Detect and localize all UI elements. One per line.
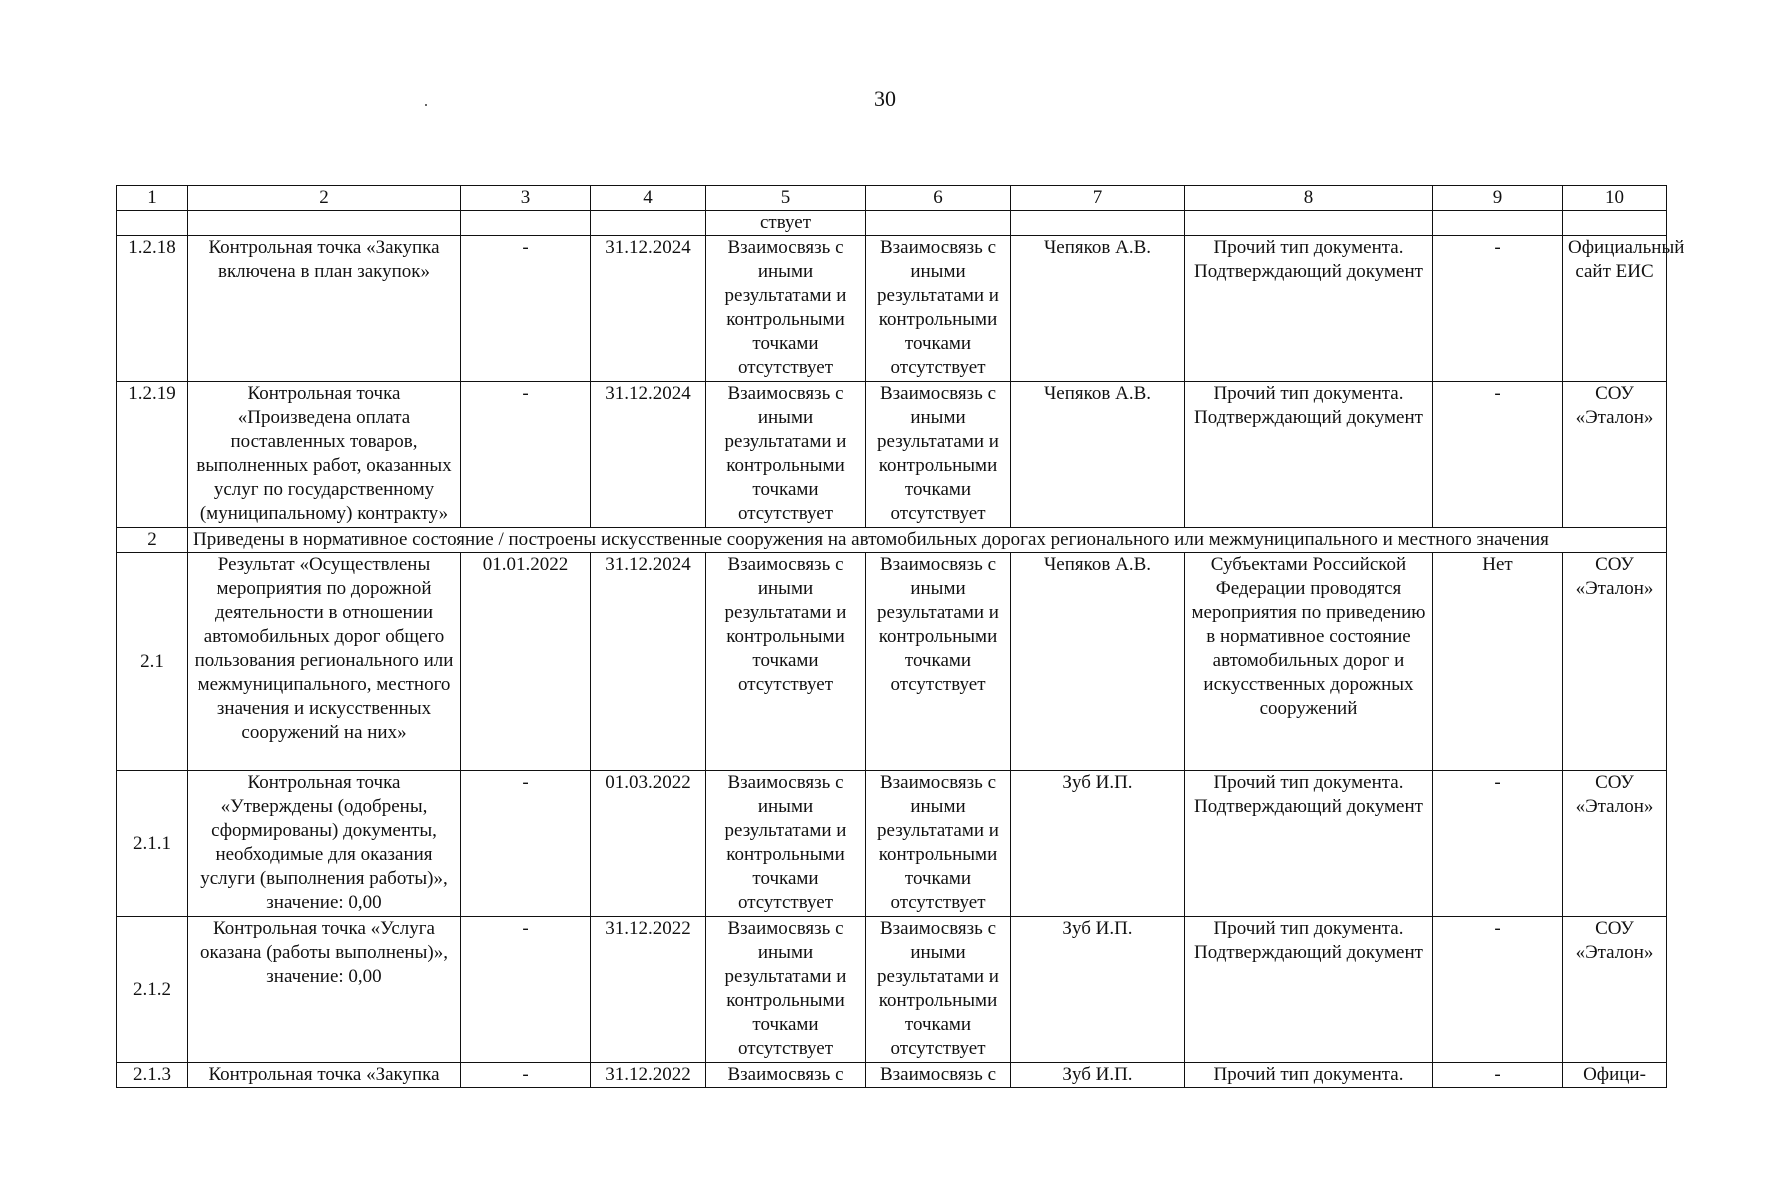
row-end: 31.12.2024 — [591, 553, 706, 771]
row-start: - — [461, 917, 591, 1063]
row-link-next: Взаимосвязь с иными результатами и контрольными точками отсутствует — [866, 382, 1011, 528]
row-id: 2.1.3 — [117, 1063, 188, 1088]
scan-speck — [425, 104, 427, 106]
row-id: 2.1 — [117, 553, 188, 771]
row-name: Контрольная точка «Закупка — [188, 1063, 461, 1088]
table-row — [117, 1063, 1667, 1088]
row-start: 01.01.2022 — [461, 553, 591, 771]
row-doc-type: Прочий тип документа. — [1185, 1063, 1433, 1088]
table-row — [117, 382, 1667, 528]
header-cell: 8 — [1185, 186, 1433, 211]
row-info-system: СОУ «Эталон» — [1563, 382, 1667, 528]
row-end: 31.12.2024 — [591, 382, 706, 528]
row-name: Контрольная точка «Произведена оплата поставленных товаров, выполненных работ, оказанных услуг по государственному (муниципальному) контракту» — [188, 382, 461, 528]
table-row — [117, 771, 1667, 917]
header-cell: 5 — [706, 186, 866, 211]
row-responsible: Чепяков А.В. — [1011, 382, 1185, 528]
section-title: Приведены в нормативное состояние / построены искусственные сооружения на автомобильных дорогах регионального или межмуниципального и местного значения — [188, 528, 1667, 553]
row-end: 31.12.2024 — [591, 236, 706, 382]
row-doc-type: Прочий тип документа. Подтверждающий документ — [1185, 771, 1433, 917]
row-name: Результат «Осуществлены мероприятия по дорожной деятельности в отношении автомобильных дорог общего пользования регионального или межмуниципального, местного значения и искусственных сооружений на них» — [188, 553, 461, 771]
row-info-system: СОУ «Эталон» — [1563, 553, 1667, 771]
row-responsible: Зуб И.П. — [1011, 917, 1185, 1063]
header-cell: 3 — [461, 186, 591, 211]
row-end: 31.12.2022 — [591, 1063, 706, 1088]
row-link-next: Взаимосвязь с иными результатами и контрольными точками отсутствует — [866, 553, 1011, 771]
row-info-system: Официальный сайт ЕИС — [1563, 236, 1667, 382]
header-cell: 2 — [188, 186, 461, 211]
row-doc-type: Прочий тип документа. Подтверждающий документ — [1185, 382, 1433, 528]
row-name: Контрольная точка «Закупка включена в план закупок» — [188, 236, 461, 382]
row-link-prev: Взаимосвязь с — [706, 1063, 866, 1088]
section-row — [117, 528, 1667, 553]
header-cell: 10 — [1563, 186, 1667, 211]
section-id: 2 — [117, 528, 188, 553]
row-responsible: Зуб И.П. — [1011, 1063, 1185, 1088]
page-number: 30 — [874, 86, 896, 111]
row-name: Контрольная точка «Утверждены (одобрены, сформированы) документы, необходимые для оказания услуги (выполнения работы)», значение: 0,00 — [188, 771, 461, 917]
continuation-text: ствует — [706, 211, 866, 236]
table-header-row — [117, 186, 1667, 211]
row-link-next: Взаимосвязь с иными результатами и контрольными точками отсутствует — [866, 917, 1011, 1063]
row-start: - — [461, 382, 591, 528]
row-info-system: СОУ «Эталон» — [1563, 771, 1667, 917]
row-doc-type: Субъектами Российской Федерации проводятся мероприятия по приведению в нормативное состояние автомобильных дорог и искусственных дорожных сооружений — [1185, 553, 1433, 771]
row-info-system: Офици- — [1563, 1063, 1667, 1088]
row-link-prev: Взаимосвязь с иными результатами и контрольными точками отсутствует — [706, 917, 866, 1063]
row-doc-type: Прочий тип документа. Подтверждающий документ — [1185, 917, 1433, 1063]
row-responsible: Чепяков А.В. — [1011, 553, 1185, 771]
row-level: - — [1433, 1063, 1563, 1088]
table-row — [117, 553, 1667, 771]
row-link-prev: Взаимосвязь с иными результатами и контрольными точками отсутствует — [706, 553, 866, 771]
row-link-next: Взаимосвязь с — [866, 1063, 1011, 1088]
header-cell: 6 — [866, 186, 1011, 211]
continuation-row — [117, 211, 1667, 236]
row-id: 1.2.19 — [117, 382, 188, 528]
row-level: - — [1433, 236, 1563, 382]
row-doc-type: Прочий тип документа. Подтверждающий документ — [1185, 236, 1433, 382]
row-link-next: Взаимосвязь с иными результатами и контрольными точками отсутствует — [866, 236, 1011, 382]
row-link-next: Взаимосвязь с иными результатами и контрольными точками отсутствует — [866, 771, 1011, 917]
table-row — [117, 917, 1667, 1063]
row-id: 2.1.1 — [117, 771, 188, 917]
row-level: - — [1433, 771, 1563, 917]
header-cell: 9 — [1433, 186, 1563, 211]
row-link-prev: Взаимосвязь с иными результатами и контрольными точками отсутствует — [706, 771, 866, 917]
row-level: - — [1433, 917, 1563, 1063]
table-row — [117, 236, 1667, 382]
row-responsible: Зуб И.П. — [1011, 771, 1185, 917]
row-name: Контрольная точка «Услуга оказана (работы выполнены)», значение: 0,00 — [188, 917, 461, 1063]
row-start: - — [461, 236, 591, 382]
row-start: - — [461, 771, 591, 917]
row-level: - — [1433, 382, 1563, 528]
header-cell: 1 — [117, 186, 188, 211]
row-id: 2.1.2 — [117, 917, 188, 1063]
row-info-system: СОУ «Эталон» — [1563, 917, 1667, 1063]
row-level: Нет — [1433, 553, 1563, 771]
row-link-prev: Взаимосвязь с иными результатами и контрольными точками отсутствует — [706, 382, 866, 528]
header-cell: 7 — [1011, 186, 1185, 211]
row-end: 01.03.2022 — [591, 771, 706, 917]
row-responsible: Чепяков А.В. — [1011, 236, 1185, 382]
header-cell: 4 — [591, 186, 706, 211]
row-start: - — [461, 1063, 591, 1088]
plan-table — [116, 185, 1685, 1088]
row-link-prev: Взаимосвязь с иными результатами и контрольными точками отсутствует — [706, 236, 866, 382]
row-end: 31.12.2022 — [591, 917, 706, 1063]
row-id: 1.2.18 — [117, 236, 188, 382]
